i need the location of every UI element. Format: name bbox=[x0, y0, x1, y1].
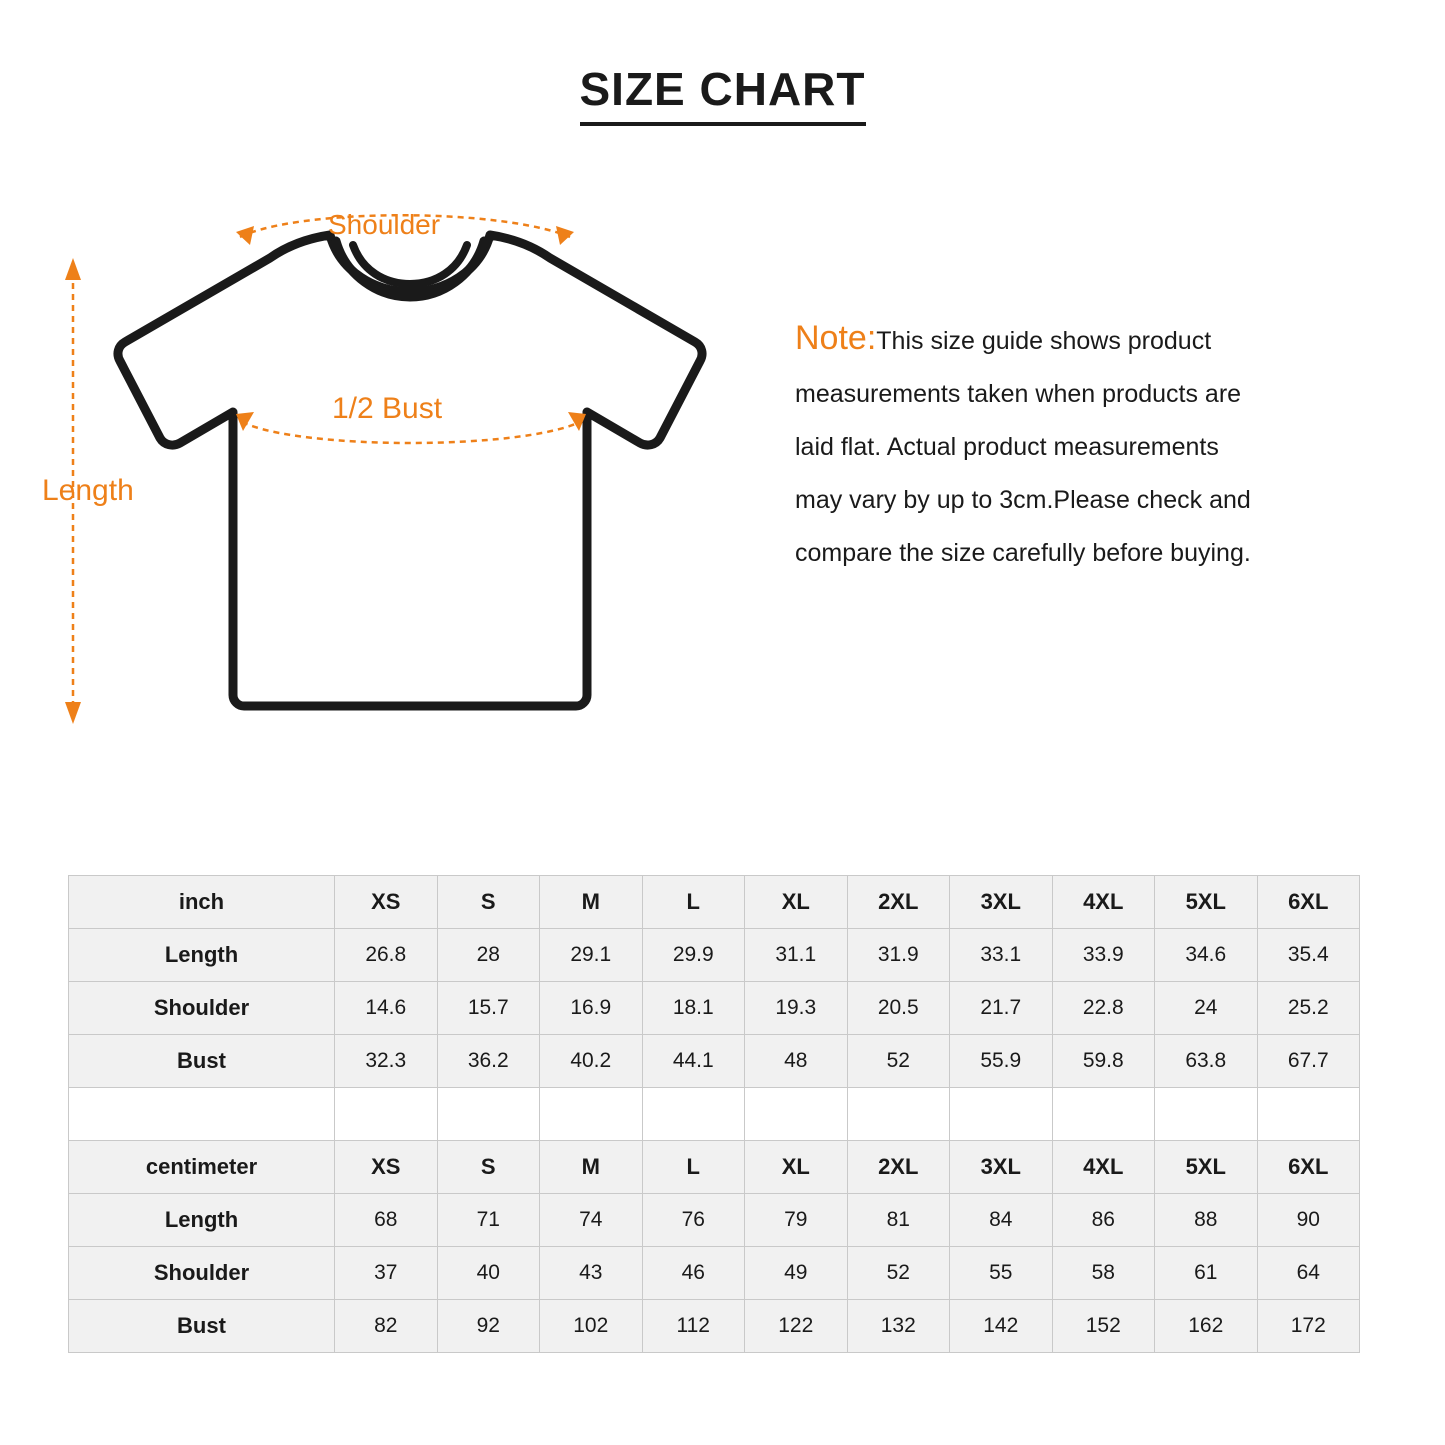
cell-shoulder-xl-inch: 19.3 bbox=[745, 982, 848, 1035]
size-header-5: 2XL bbox=[847, 876, 950, 929]
cell-shoulder-l-cm: 46 bbox=[642, 1247, 745, 1300]
cell-length-4xl-inch: 33.9 bbox=[1052, 929, 1155, 982]
cell-length-6xl-inch: 35.4 bbox=[1257, 929, 1360, 982]
cell-length-l-cm: 76 bbox=[642, 1194, 745, 1247]
size-header-cm-2: M bbox=[540, 1141, 643, 1194]
cell-length-s-inch: 28 bbox=[437, 929, 540, 982]
cell-shoulder-s-inch: 15.7 bbox=[437, 982, 540, 1035]
cell-shoulder-6xl-cm: 64 bbox=[1257, 1247, 1360, 1300]
size-header-9: 6XL bbox=[1257, 876, 1360, 929]
cell-bust-2xl-cm: 132 bbox=[847, 1300, 950, 1353]
cell-bust-4xl-inch: 59.8 bbox=[1052, 1035, 1155, 1088]
unit-label-cm: centimeter bbox=[69, 1141, 335, 1194]
cell-length-2xl-cm: 81 bbox=[847, 1194, 950, 1247]
table-row bbox=[69, 1035, 1360, 1088]
size-header-cm-6: 3XL bbox=[950, 1141, 1053, 1194]
cell-length-4xl-cm: 86 bbox=[1052, 1194, 1155, 1247]
note-line-2: laid flat. Actual product measurements bbox=[795, 433, 1219, 461]
table-row-header bbox=[69, 1141, 1360, 1194]
cell-shoulder-3xl-inch: 21.7 bbox=[950, 982, 1053, 1035]
tshirt-measurement-diagram bbox=[40, 200, 780, 760]
cell-length-2xl-inch: 31.9 bbox=[847, 929, 950, 982]
length-label: Length bbox=[42, 474, 134, 507]
size-header-0: XS bbox=[335, 876, 438, 929]
cell-length-xs-cm: 68 bbox=[335, 1194, 438, 1247]
cell-length-m-cm: 74 bbox=[540, 1194, 643, 1247]
size-header-7: 4XL bbox=[1052, 876, 1155, 929]
size-header-cm-7: 4XL bbox=[1052, 1141, 1155, 1194]
cell-bust-xl-cm: 122 bbox=[745, 1300, 848, 1353]
cell-bust-xs-inch: 32.3 bbox=[335, 1035, 438, 1088]
size-header-1: S bbox=[437, 876, 540, 929]
cell-shoulder-m-inch: 16.9 bbox=[540, 982, 643, 1035]
shoulder-label: Shoulder bbox=[328, 209, 441, 240]
table-spacer-row bbox=[69, 1088, 1360, 1141]
table-row bbox=[69, 1300, 1360, 1353]
cell-length-s-cm: 71 bbox=[437, 1194, 540, 1247]
cell-shoulder-2xl-cm: 52 bbox=[847, 1247, 950, 1300]
note-line-1: measurements taken when products are bbox=[795, 380, 1242, 408]
page-title-container bbox=[0, 62, 1445, 126]
cell-length-l-inch: 29.9 bbox=[642, 929, 745, 982]
size-header-4: XL bbox=[745, 876, 848, 929]
cell-shoulder-6xl-inch: 25.2 bbox=[1257, 982, 1360, 1035]
row-label-length-cm: Length bbox=[69, 1194, 335, 1247]
row-label-length-inch: Length bbox=[69, 929, 335, 982]
cell-bust-5xl-cm: 162 bbox=[1155, 1300, 1258, 1353]
size-header-cm-0: XS bbox=[335, 1141, 438, 1194]
note-line-0 bbox=[795, 312, 1395, 368]
cell-length-6xl-cm: 90 bbox=[1257, 1194, 1360, 1247]
cell-bust-m-inch: 40.2 bbox=[540, 1035, 643, 1088]
tshirt-outline-icon bbox=[118, 235, 702, 706]
cell-shoulder-xs-cm: 37 bbox=[335, 1247, 438, 1300]
cell-bust-xl-inch: 48 bbox=[745, 1035, 848, 1088]
page-title: SIZE CHART bbox=[580, 62, 866, 126]
note-text-0: This size guide shows product bbox=[876, 327, 1212, 355]
cell-length-3xl-cm: 84 bbox=[950, 1194, 1053, 1247]
cell-length-xl-inch: 31.1 bbox=[745, 929, 848, 982]
size-header-8: 5XL bbox=[1155, 876, 1258, 929]
unit-label-inch: inch bbox=[69, 876, 335, 929]
cell-length-xl-cm: 79 bbox=[745, 1194, 848, 1247]
cell-bust-m-cm: 102 bbox=[540, 1300, 643, 1353]
row-label-shoulder-inch: Shoulder bbox=[69, 982, 335, 1035]
size-header-cm-4: XL bbox=[745, 1141, 848, 1194]
cell-length-5xl-inch: 34.6 bbox=[1155, 929, 1258, 982]
row-label-shoulder-cm: Shoulder bbox=[69, 1247, 335, 1300]
size-header-3: L bbox=[642, 876, 745, 929]
cell-shoulder-5xl-cm: 61 bbox=[1155, 1247, 1258, 1300]
cell-length-m-inch: 29.1 bbox=[540, 929, 643, 982]
cell-shoulder-xl-cm: 49 bbox=[745, 1247, 848, 1300]
cell-bust-s-cm: 92 bbox=[437, 1300, 540, 1353]
table-row-header bbox=[69, 876, 1360, 929]
cell-bust-6xl-inch: 67.7 bbox=[1257, 1035, 1360, 1088]
cell-bust-6xl-cm: 172 bbox=[1257, 1300, 1360, 1353]
cell-bust-4xl-cm: 152 bbox=[1052, 1300, 1155, 1353]
note-line-3: may vary by up to 3cm.Please check and bbox=[795, 486, 1251, 514]
cell-bust-xs-cm: 82 bbox=[335, 1300, 438, 1353]
table-row bbox=[69, 982, 1360, 1035]
cell-shoulder-3xl-cm: 55 bbox=[950, 1247, 1053, 1300]
cell-bust-3xl-inch: 55.9 bbox=[950, 1035, 1053, 1088]
cell-length-3xl-inch: 33.1 bbox=[950, 929, 1053, 982]
row-label-bust-inch: Bust bbox=[69, 1035, 335, 1088]
note-line-4: compare the size carefully before buying. bbox=[795, 539, 1251, 567]
size-header-cm-9: 6XL bbox=[1257, 1141, 1360, 1194]
cell-bust-l-inch: 44.1 bbox=[642, 1035, 745, 1088]
cell-bust-s-inch: 36.2 bbox=[437, 1035, 540, 1088]
size-tables bbox=[68, 875, 1360, 1353]
size-header-cm-3: L bbox=[642, 1141, 745, 1194]
cell-shoulder-m-cm: 43 bbox=[540, 1247, 643, 1300]
cell-shoulder-4xl-inch: 22.8 bbox=[1052, 982, 1155, 1035]
cell-shoulder-5xl-inch: 24 bbox=[1155, 982, 1258, 1035]
cell-shoulder-4xl-cm: 58 bbox=[1052, 1247, 1155, 1300]
cell-bust-5xl-inch: 63.8 bbox=[1155, 1035, 1258, 1088]
cell-bust-l-cm: 112 bbox=[642, 1300, 745, 1353]
note-heading: Note: bbox=[795, 319, 877, 357]
cell-shoulder-2xl-inch: 20.5 bbox=[847, 982, 950, 1035]
row-label-bust-cm: Bust bbox=[69, 1300, 335, 1353]
table-row bbox=[69, 1194, 1360, 1247]
cell-length-xs-inch: 26.8 bbox=[335, 929, 438, 982]
cell-bust-2xl-inch: 52 bbox=[847, 1035, 950, 1088]
size-header-cm-5: 2XL bbox=[847, 1141, 950, 1194]
note-block bbox=[795, 312, 1395, 580]
cell-shoulder-l-inch: 18.1 bbox=[642, 982, 745, 1035]
size-header-cm-1: S bbox=[437, 1141, 540, 1194]
cell-shoulder-xs-inch: 14.6 bbox=[335, 982, 438, 1035]
table-row bbox=[69, 929, 1360, 982]
cell-bust-3xl-cm: 142 bbox=[950, 1300, 1053, 1353]
cell-shoulder-s-cm: 40 bbox=[437, 1247, 540, 1300]
cell-length-5xl-cm: 88 bbox=[1155, 1194, 1258, 1247]
size-header-2: M bbox=[540, 876, 643, 929]
size-table-inch bbox=[68, 875, 1360, 1353]
size-header-cm-8: 5XL bbox=[1155, 1141, 1258, 1194]
size-header-6: 3XL bbox=[950, 876, 1053, 929]
bust-label: 1/2 Bust bbox=[332, 392, 443, 425]
table-row bbox=[69, 1247, 1360, 1300]
tshirt-diagram-svg bbox=[40, 200, 780, 760]
